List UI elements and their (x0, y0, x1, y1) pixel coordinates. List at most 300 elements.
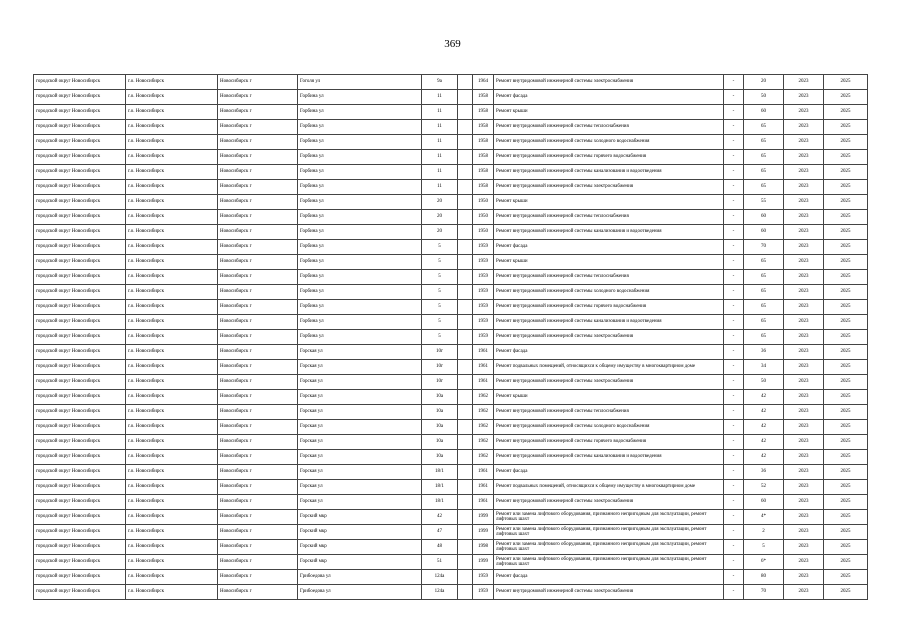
table-row (34, 345, 868, 360)
table-cell: 2025 (824, 240, 868, 255)
table-cell: 1964 (473, 75, 494, 90)
table-cell (458, 150, 473, 165)
table-cell: 70 (744, 240, 784, 255)
table-cell: г.о. Новосибирск (126, 120, 218, 135)
table-cell: 2023 (784, 255, 824, 270)
table-cell: - (724, 300, 744, 315)
table-cell: 18/1 (422, 465, 458, 480)
table-row (34, 225, 868, 240)
table-cell: г.о. Новосибирск (126, 540, 218, 555)
table-cell: Горбина ул (298, 255, 422, 270)
table-cell: 2023 (784, 120, 824, 135)
table-cell: 2025 (824, 390, 868, 405)
table-cell: Новосибирск г (218, 570, 298, 585)
table-cell: - (724, 285, 744, 300)
table-cell: Ремонт внутридомовой инженерной системы теплоснабжения (494, 210, 724, 225)
table-cell: 65 (744, 165, 784, 180)
table-cell: 1958 (473, 135, 494, 150)
table-cell: Грибоедова ул (298, 585, 422, 600)
table-cell: 80 (744, 570, 784, 585)
table-cell: 36 (744, 465, 784, 480)
table-cell: Ремонт или замена лифтового оборудования, признанного непригодным для эксплуатации, ремонт лифтовых шахт (494, 555, 724, 570)
table-row (34, 525, 868, 540)
table-cell: Гоголя ул (298, 75, 422, 90)
table-cell: 1950 (473, 225, 494, 240)
table-cell: городской округ Новосибирск (34, 90, 126, 105)
table-cell: г.о. Новосибирск (126, 105, 218, 120)
table-cell: 42 (744, 405, 784, 420)
table-cell: 2023 (784, 345, 824, 360)
table-cell: Грибоедова ул (298, 570, 422, 585)
table-cell: 2 (744, 525, 784, 540)
table-cell: - (724, 450, 744, 465)
table-cell: 2023 (784, 465, 824, 480)
table-cell: Новосибирск г (218, 90, 298, 105)
table-cell: 1999 (473, 525, 494, 540)
table-cell: Горская ул (298, 450, 422, 465)
table-cell: 2023 (784, 510, 824, 525)
table-row (34, 420, 868, 435)
table-cell: г.о. Новосибирск (126, 315, 218, 330)
table-cell: Ремонт внутридомовой инженерной системы электроснабжения (494, 330, 724, 345)
table-cell: 2025 (824, 540, 868, 555)
table-cell: 1958 (473, 165, 494, 180)
capital-repair-table (33, 74, 868, 600)
table-cell: - (724, 495, 744, 510)
table-cell: Новосибирск г (218, 150, 298, 165)
table-cell: Горбина ул (298, 105, 422, 120)
table-cell: Новосибирск г (218, 420, 298, 435)
table-cell: 2025 (824, 345, 868, 360)
table-cell: 1959 (473, 300, 494, 315)
table-row (34, 450, 868, 465)
table-cell: 34 (744, 360, 784, 375)
table-cell: 2023 (784, 360, 824, 375)
table-cell (458, 585, 473, 600)
table-cell (458, 540, 473, 555)
table-cell: 2025 (824, 555, 868, 570)
table-cell: Горский мкр (298, 555, 422, 570)
table-cell: 2023 (784, 555, 824, 570)
table-row (34, 330, 868, 345)
table-cell: городской округ Новосибирск (34, 345, 126, 360)
table-cell: Новосибирск г (218, 75, 298, 90)
table-cell: 2023 (784, 75, 824, 90)
table-cell: Ремонт внутридомовой инженерной системы электроснабжения (494, 75, 724, 90)
table-cell: 2025 (824, 255, 868, 270)
table-cell: Горская ул (298, 360, 422, 375)
table-cell: 47 (422, 525, 458, 540)
table-row (34, 555, 868, 570)
table-cell: 2025 (824, 480, 868, 495)
table-cell: Новосибирск г (218, 450, 298, 465)
table-cell: 60 (744, 210, 784, 225)
table-cell: г.о. Новосибирск (126, 375, 218, 390)
table-cell: Новосибирск г (218, 555, 298, 570)
table-cell (458, 120, 473, 135)
table-cell: г.о. Новосибирск (126, 525, 218, 540)
table-cell: 124а (422, 570, 458, 585)
table-cell: 10а (422, 390, 458, 405)
table-cell: Ремонт фасада (494, 345, 724, 360)
table-cell: 1961 (473, 495, 494, 510)
table-cell: Горская ул (298, 405, 422, 420)
table-cell: 2025 (824, 585, 868, 600)
table-cell: 2023 (784, 240, 824, 255)
table-cell: 2025 (824, 420, 868, 435)
table-cell: г.о. Новосибирск (126, 195, 218, 210)
table-cell: 20 (422, 225, 458, 240)
table-cell: 20 (422, 195, 458, 210)
table-cell: Ремонт внутридомовой инженерной системы электроснабжения (494, 375, 724, 390)
table-row (34, 405, 868, 420)
table-cell (458, 435, 473, 450)
table-cell: городской округ Новосибирск (34, 540, 126, 555)
table-cell: 5 (422, 285, 458, 300)
table-cell: Горская ул (298, 495, 422, 510)
table-cell: 2023 (784, 270, 824, 285)
table-cell: 2023 (784, 570, 824, 585)
table-cell: 2023 (784, 450, 824, 465)
table-cell: Ремонт внутридомовой инженерной системы канализования и водоотведения (494, 315, 724, 330)
table-cell: 1959 (473, 570, 494, 585)
table-cell: г.о. Новосибирск (126, 330, 218, 345)
table-cell: 10г (422, 345, 458, 360)
table-cell (458, 405, 473, 420)
table-cell: Новосибирск г (218, 165, 298, 180)
table-cell: Ремонт внутридомовой инженерной системы горячего водоснабжения (494, 150, 724, 165)
table-cell: 2025 (824, 510, 868, 525)
table-cell (458, 225, 473, 240)
table-cell (458, 495, 473, 510)
table-cell: - (724, 195, 744, 210)
table-cell: 2023 (784, 300, 824, 315)
table-cell: 65 (744, 255, 784, 270)
table-cell: 2025 (824, 300, 868, 315)
table-cell: Новосибирск г (218, 120, 298, 135)
table-cell: - (724, 480, 744, 495)
table-cell: - (724, 345, 744, 360)
table-cell: Новосибирск г (218, 405, 298, 420)
table-cell: Новосибирск г (218, 195, 298, 210)
table-cell: 2023 (784, 225, 824, 240)
table-cell: городской округ Новосибирск (34, 480, 126, 495)
table-cell: 2025 (824, 465, 868, 480)
table-row (34, 270, 868, 285)
table-cell: 1959 (473, 315, 494, 330)
table-cell: Ремонт внутридомовой инженерной системы электроснабжения (494, 495, 724, 510)
table-cell: 2025 (824, 105, 868, 120)
table-cell: 65 (744, 285, 784, 300)
table-cell: 65 (744, 120, 784, 135)
table-cell: Новосибирск г (218, 495, 298, 510)
table-cell: 65 (744, 180, 784, 195)
table-cell: Горский мкр (298, 525, 422, 540)
table-cell: 2023 (784, 165, 824, 180)
table-cell: 2023 (784, 285, 824, 300)
table-cell: Горская ул (298, 375, 422, 390)
table-cell: 2023 (784, 585, 824, 600)
table-cell (458, 525, 473, 540)
table-cell: Ремонт внутридомовой инженерной системы теплоснабжения (494, 405, 724, 420)
table-cell: городской округ Новосибирск (34, 315, 126, 330)
table-cell: 6* (744, 555, 784, 570)
table-cell: Новосибирск г (218, 225, 298, 240)
table-cell: Новосибирск г (218, 585, 298, 600)
table-cell: - (724, 405, 744, 420)
table-cell: 1962 (473, 435, 494, 450)
table-cell: - (724, 210, 744, 225)
table-cell: Ремонт крыши (494, 390, 724, 405)
table-cell: Ремонт внутридомовой инженерной системы электроснабжения (494, 180, 724, 195)
table-row (34, 390, 868, 405)
table-cell: 2025 (824, 180, 868, 195)
table-row (34, 75, 868, 90)
table-cell (458, 510, 473, 525)
table-cell: 65 (744, 315, 784, 330)
table-cell: Ремонт фасада (494, 570, 724, 585)
table-cell: 42 (422, 510, 458, 525)
table-cell: Ремонт или замена лифтового оборудования, признанного непригодным для эксплуатации, ремонт лифтовых шахт (494, 525, 724, 540)
table-cell: городской округ Новосибирск (34, 525, 126, 540)
table-cell: г.о. Новосибирск (126, 345, 218, 360)
table-cell: Ремонт фасада (494, 465, 724, 480)
table-cell: - (724, 225, 744, 240)
table-cell: городской округ Новосибирск (34, 330, 126, 345)
table-cell: 1962 (473, 405, 494, 420)
table-cell: 1961 (473, 465, 494, 480)
table-cell: - (724, 255, 744, 270)
table-cell: городской округ Новосибирск (34, 555, 126, 570)
table-cell: городской округ Новосибирск (34, 450, 126, 465)
table-cell: Новосибирск г (218, 465, 298, 480)
table-cell: Горбина ул (298, 225, 422, 240)
table-cell: Новосибирск г (218, 180, 298, 195)
table-cell: - (724, 375, 744, 390)
table-cell: 2025 (824, 405, 868, 420)
table-cell: 11 (422, 180, 458, 195)
table-cell: 2025 (824, 495, 868, 510)
table-cell: городской округ Новосибирск (34, 120, 126, 135)
table-cell: Горская ул (298, 420, 422, 435)
table-cell: городской округ Новосибирск (34, 360, 126, 375)
table-cell (458, 165, 473, 180)
table-cell: 65 (744, 150, 784, 165)
table-cell: 2025 (824, 165, 868, 180)
table-cell: 1962 (473, 420, 494, 435)
table-cell: Горская ул (298, 390, 422, 405)
table-cell: 50 (744, 90, 784, 105)
table-cell: 42 (744, 420, 784, 435)
table-cell: - (724, 420, 744, 435)
table-cell (458, 255, 473, 270)
table-cell: 1958 (473, 150, 494, 165)
table-cell: Горская ул (298, 345, 422, 360)
table-cell: г.о. Новосибирск (126, 585, 218, 600)
table-cell: Новосибирск г (218, 270, 298, 285)
table-cell (458, 375, 473, 390)
table-cell: городской округ Новосибирск (34, 495, 126, 510)
table-cell: 1961 (473, 375, 494, 390)
table-cell: 11 (422, 90, 458, 105)
table-cell (458, 285, 473, 300)
table-cell: 2025 (824, 360, 868, 375)
table-cell: Ремонт внутридомовой инженерной системы холодного водоснабжения (494, 135, 724, 150)
table-cell: - (724, 90, 744, 105)
table-cell: 48 (422, 540, 458, 555)
table-cell: 51 (422, 555, 458, 570)
table-cell: городской округ Новосибирск (34, 300, 126, 315)
table-row (34, 480, 868, 495)
table-cell: 11 (422, 105, 458, 120)
table-cell: - (724, 135, 744, 150)
table-row (34, 210, 868, 225)
table-cell (458, 75, 473, 90)
table-cell (458, 465, 473, 480)
table-cell: Ремонт внутридомовой инженерной системы теплоснабжения (494, 270, 724, 285)
table-cell: городской округ Новосибирск (34, 465, 126, 480)
table-cell: городской округ Новосибирск (34, 75, 126, 90)
table-row (34, 195, 868, 210)
table-cell (458, 330, 473, 345)
table-cell: 2023 (784, 390, 824, 405)
table-cell: 11 (422, 150, 458, 165)
table-cell: 10а (422, 450, 458, 465)
table-cell: 2023 (784, 540, 824, 555)
table-cell: 5 (422, 270, 458, 285)
table-cell: 2025 (824, 120, 868, 135)
table-cell: г.о. Новосибирск (126, 405, 218, 420)
table-cell: 5 (422, 315, 458, 330)
table-cell: - (724, 240, 744, 255)
table-cell: - (724, 120, 744, 135)
table-cell: городской округ Новосибирск (34, 270, 126, 285)
table-cell: 2025 (824, 90, 868, 105)
table-cell: городской округ Новосибирск (34, 240, 126, 255)
table-cell: Горбина ул (298, 210, 422, 225)
table-cell: Ремонт внутридомовой инженерной системы электроснабжения (494, 585, 724, 600)
table-cell: 9а (422, 75, 458, 90)
table-cell: г.о. Новосибирск (126, 465, 218, 480)
table-cell: городской округ Новосибирск (34, 255, 126, 270)
table-cell: - (724, 555, 744, 570)
table-cell: 1958 (473, 90, 494, 105)
table-cell: г.о. Новосибирск (126, 420, 218, 435)
table-cell: - (724, 315, 744, 330)
table-cell: городской округ Новосибирск (34, 195, 126, 210)
table-cell: Горский мкр (298, 540, 422, 555)
table-cell: городской округ Новосибирск (34, 135, 126, 150)
table-cell: Новосибирск г (218, 345, 298, 360)
table-row (34, 165, 868, 180)
table-cell: городской округ Новосибирск (34, 405, 126, 420)
table-cell: Новосибирск г (218, 525, 298, 540)
table-cell: - (724, 180, 744, 195)
table-cell: городской округ Новосибирск (34, 585, 126, 600)
table-cell: Ремонт подвальных помещений, относящихся к общему имуществу в многоквартирном доме (494, 480, 724, 495)
table-cell (458, 180, 473, 195)
table-cell: г.о. Новосибирск (126, 225, 218, 240)
table-cell: 1999 (473, 510, 494, 525)
table-cell: 2023 (784, 375, 824, 390)
table-cell: г.о. Новосибирск (126, 165, 218, 180)
table-cell: 18/1 (422, 495, 458, 510)
table-cell: - (724, 105, 744, 120)
table-cell (458, 315, 473, 330)
table-row (34, 510, 868, 525)
table-cell: 1961 (473, 480, 494, 495)
table-cell: г.о. Новосибирск (126, 480, 218, 495)
table-cell: 4* (744, 510, 784, 525)
table-cell (458, 210, 473, 225)
table-cell: 18/1 (422, 480, 458, 495)
table-cell (458, 345, 473, 360)
table-cell: - (724, 75, 744, 90)
table-cell: Ремонт или замена лифтового оборудования, признанного непригодным для эксплуатации, ремонт лифтовых шахт (494, 510, 724, 525)
table-cell: Горбина ул (298, 270, 422, 285)
table-cell: 5 (422, 330, 458, 345)
table-cell: городской округ Новосибирск (34, 210, 126, 225)
table-cell: 2023 (784, 315, 824, 330)
table-cell: - (724, 510, 744, 525)
table-cell: г.о. Новосибирск (126, 180, 218, 195)
table-cell: Горская ул (298, 435, 422, 450)
table-cell: - (724, 585, 744, 600)
table-cell: 36 (744, 345, 784, 360)
table-cell: Новосибирск г (218, 480, 298, 495)
table-row (34, 105, 868, 120)
table-cell: г.о. Новосибирск (126, 495, 218, 510)
table-cell: Горбина ул (298, 180, 422, 195)
table-cell: 65 (744, 135, 784, 150)
table-cell: Новосибирск г (218, 330, 298, 345)
table-cell: 1959 (473, 330, 494, 345)
table-cell: Горская ул (298, 480, 422, 495)
table-cell: - (724, 570, 744, 585)
table-cell: Ремонт крыши (494, 195, 724, 210)
table-cell: Новосибирск г (218, 285, 298, 300)
table-cell: 2023 (784, 90, 824, 105)
table-cell: Ремонт фасада (494, 90, 724, 105)
table-cell: 2023 (784, 150, 824, 165)
table-cell (458, 300, 473, 315)
table-cell: - (724, 270, 744, 285)
table-cell: 11 (422, 165, 458, 180)
table-cell: 1961 (473, 345, 494, 360)
table-cell: 65 (744, 270, 784, 285)
table-cell: г.о. Новосибирск (126, 570, 218, 585)
table-cell: - (724, 525, 744, 540)
table-row (34, 495, 868, 510)
table-cell: 20 (744, 75, 784, 90)
table-cell: Ремонт крыши (494, 105, 724, 120)
table-cell (458, 570, 473, 585)
table-cell: г.о. Новосибирск (126, 270, 218, 285)
table-row (34, 300, 868, 315)
table-cell: 2023 (784, 480, 824, 495)
table-cell: 2023 (784, 210, 824, 225)
table-cell (458, 105, 473, 120)
table-cell: 124а (422, 585, 458, 600)
table-cell: Ремонт внутридомовой инженерной системы горячего водоснабжения (494, 300, 724, 315)
table-cell: Горбина ул (298, 120, 422, 135)
table-cell: 1962 (473, 390, 494, 405)
table-cell (458, 480, 473, 495)
table-cell: г.о. Новосибирск (126, 90, 218, 105)
table-cell: Ремонт внутридомовой инженерной системы теплоснабжения (494, 120, 724, 135)
table-cell: 42 (744, 435, 784, 450)
table-cell: Ремонт внутридомовой инженерной системы канализования и водоотведения (494, 450, 724, 465)
